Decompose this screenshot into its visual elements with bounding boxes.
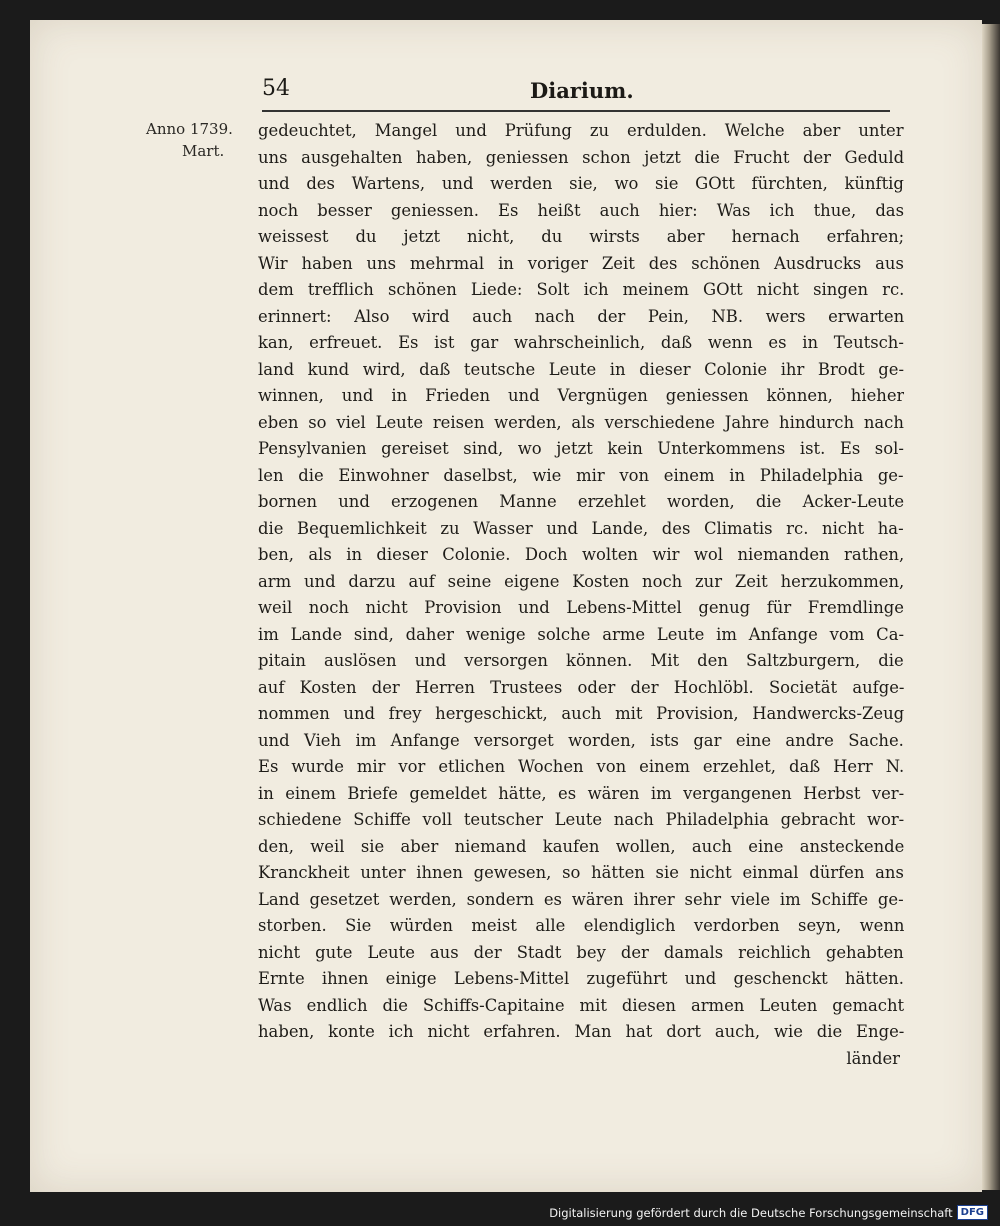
text-line: eben so viel Leute reisen werden, als verschiedene Jahre hindurch nach xyxy=(258,412,904,432)
text-line: Es wurde mir vor etlichen Wochen von einem erzehlet, daß Herr N. xyxy=(258,757,904,776)
footer-credit xyxy=(549,1205,988,1220)
text-line: storben. Sie würden meist alle elendiglich verdorben seyn, wenn xyxy=(258,916,904,935)
margin-note xyxy=(146,118,262,162)
text-line: länder xyxy=(846,1048,900,1068)
text-line: noch besser geniessen. Es heißt auch hier: Was ich thue, das xyxy=(258,200,904,220)
text-line: land kund wird, daß teutsche Leute in dieser Colonie ihr Brodt ge- xyxy=(258,359,904,379)
text-line: haben, konte ich nicht erfahren. Man hat dort auch, wie die Enge- xyxy=(258,1022,904,1041)
text-line: nicht gute Leute aus der Stadt bey der damals reichlich gehabten xyxy=(258,942,904,962)
text-line: im Lande sind, daher wenige solche arme Leute im Anfange vom Ca- xyxy=(258,624,904,644)
text-line: bornen und erzogenen Manne erzehlet worden, die Acker-Leute xyxy=(258,492,904,511)
text-line: und Vieh im Anfange versorget worden, ists gar eine andre Sache. xyxy=(258,730,904,750)
text-line: auf Kosten der Herren Trustees oder der Hochlöbl. Societät aufge- xyxy=(258,677,904,697)
margin-month: Mart. xyxy=(182,142,225,160)
body-text xyxy=(258,118,904,1072)
text-line: Land gesetzet werden, sondern es wären ihrer sehr viele im Schiffe ge- xyxy=(258,889,904,909)
text-line: schiedene Schiffe voll teutscher Leute nach Philadelphia gebracht wor- xyxy=(258,810,904,829)
text-line: winnen, und in Frieden und Vergnügen geniessen können, hieher xyxy=(258,386,904,405)
text-line: weissest du jetzt nicht, du wirsts aber hernach erfahren; xyxy=(258,227,904,246)
text-line: gedeuchtet, Mangel und Prüfung zu erdulden. Welche aber unter xyxy=(258,121,904,140)
text-line: Kranckheit unter ihnen gewesen, so hätten sie nicht einmal dürfen ans xyxy=(258,863,904,882)
dfg-logo: DFG xyxy=(957,1205,988,1220)
text-line: Ernte ihnen einige Lebens-Mittel zugeführt und geschenckt hätten. xyxy=(258,969,904,988)
header-rule xyxy=(262,110,890,112)
page-number: 54 xyxy=(262,76,290,101)
text-line: dem trefflich schönen Liede: Solt ich meinem GOtt nicht singen rc. xyxy=(258,280,904,299)
text-line: uns ausgehalten haben, geniessen schon jetzt die Frucht der Geduld xyxy=(258,147,904,167)
text-line: kan, erfreuet. Es ist gar wahrscheinlich, daß wenn es in Teutsch- xyxy=(258,333,904,352)
text-line: weil noch nicht Provision und Lebens-Mittel genug für Fremdlinge xyxy=(258,598,904,617)
text-line: nommen und frey hergeschickt, auch mit Provision, Handwercks-Zeug xyxy=(258,704,904,723)
text-line: Wir haben uns mehrmal in voriger Zeit des schönen Ausdrucks aus xyxy=(258,253,904,273)
running-title: Diarium. xyxy=(530,78,634,103)
margin-year: Anno 1739. xyxy=(146,120,233,138)
text-line: Pensylvanien gereiset sind, wo jetzt kein Unterkommens ist. Es sol- xyxy=(258,439,904,458)
text-line: den, weil sie aber niemand kaufen wollen, auch eine ansteckende xyxy=(258,836,904,856)
page-edge xyxy=(982,24,1000,1190)
text-line: len die Einwohner daselbst, wie mir von einem in Philadelphia ge- xyxy=(258,465,904,485)
text-line: pitain auslösen und versorgen können. Mit den Saltzburgern, die xyxy=(258,651,904,670)
text-line: und des Wartens, und werden sie, wo sie GOtt fürchten, künftig xyxy=(258,174,904,193)
credit-text: Digitalisierung gefördert durch die Deutsche Forschungsgemeinschaft xyxy=(549,1205,953,1220)
text-line: ben, als in dieser Colonie. Doch wolten wir wol niemanden rathen, xyxy=(258,545,904,564)
text-line: Was endlich die Schiffs-Capitaine mit diesen armen Leuten gemacht xyxy=(258,995,904,1015)
text-line: erinnert: Also wird auch nach der Pein, NB. wers erwarten xyxy=(258,306,904,326)
text-line: in einem Briefe gemeldet hätte, es wären im vergangenen Herbst ver- xyxy=(258,783,904,803)
text-line: die Bequemlichkeit zu Wasser und Lande, des Climatis rc. nicht ha- xyxy=(258,518,904,538)
text-line: arm und darzu auf seine eigene Kosten noch zur Zeit herzukommen, xyxy=(258,571,904,591)
